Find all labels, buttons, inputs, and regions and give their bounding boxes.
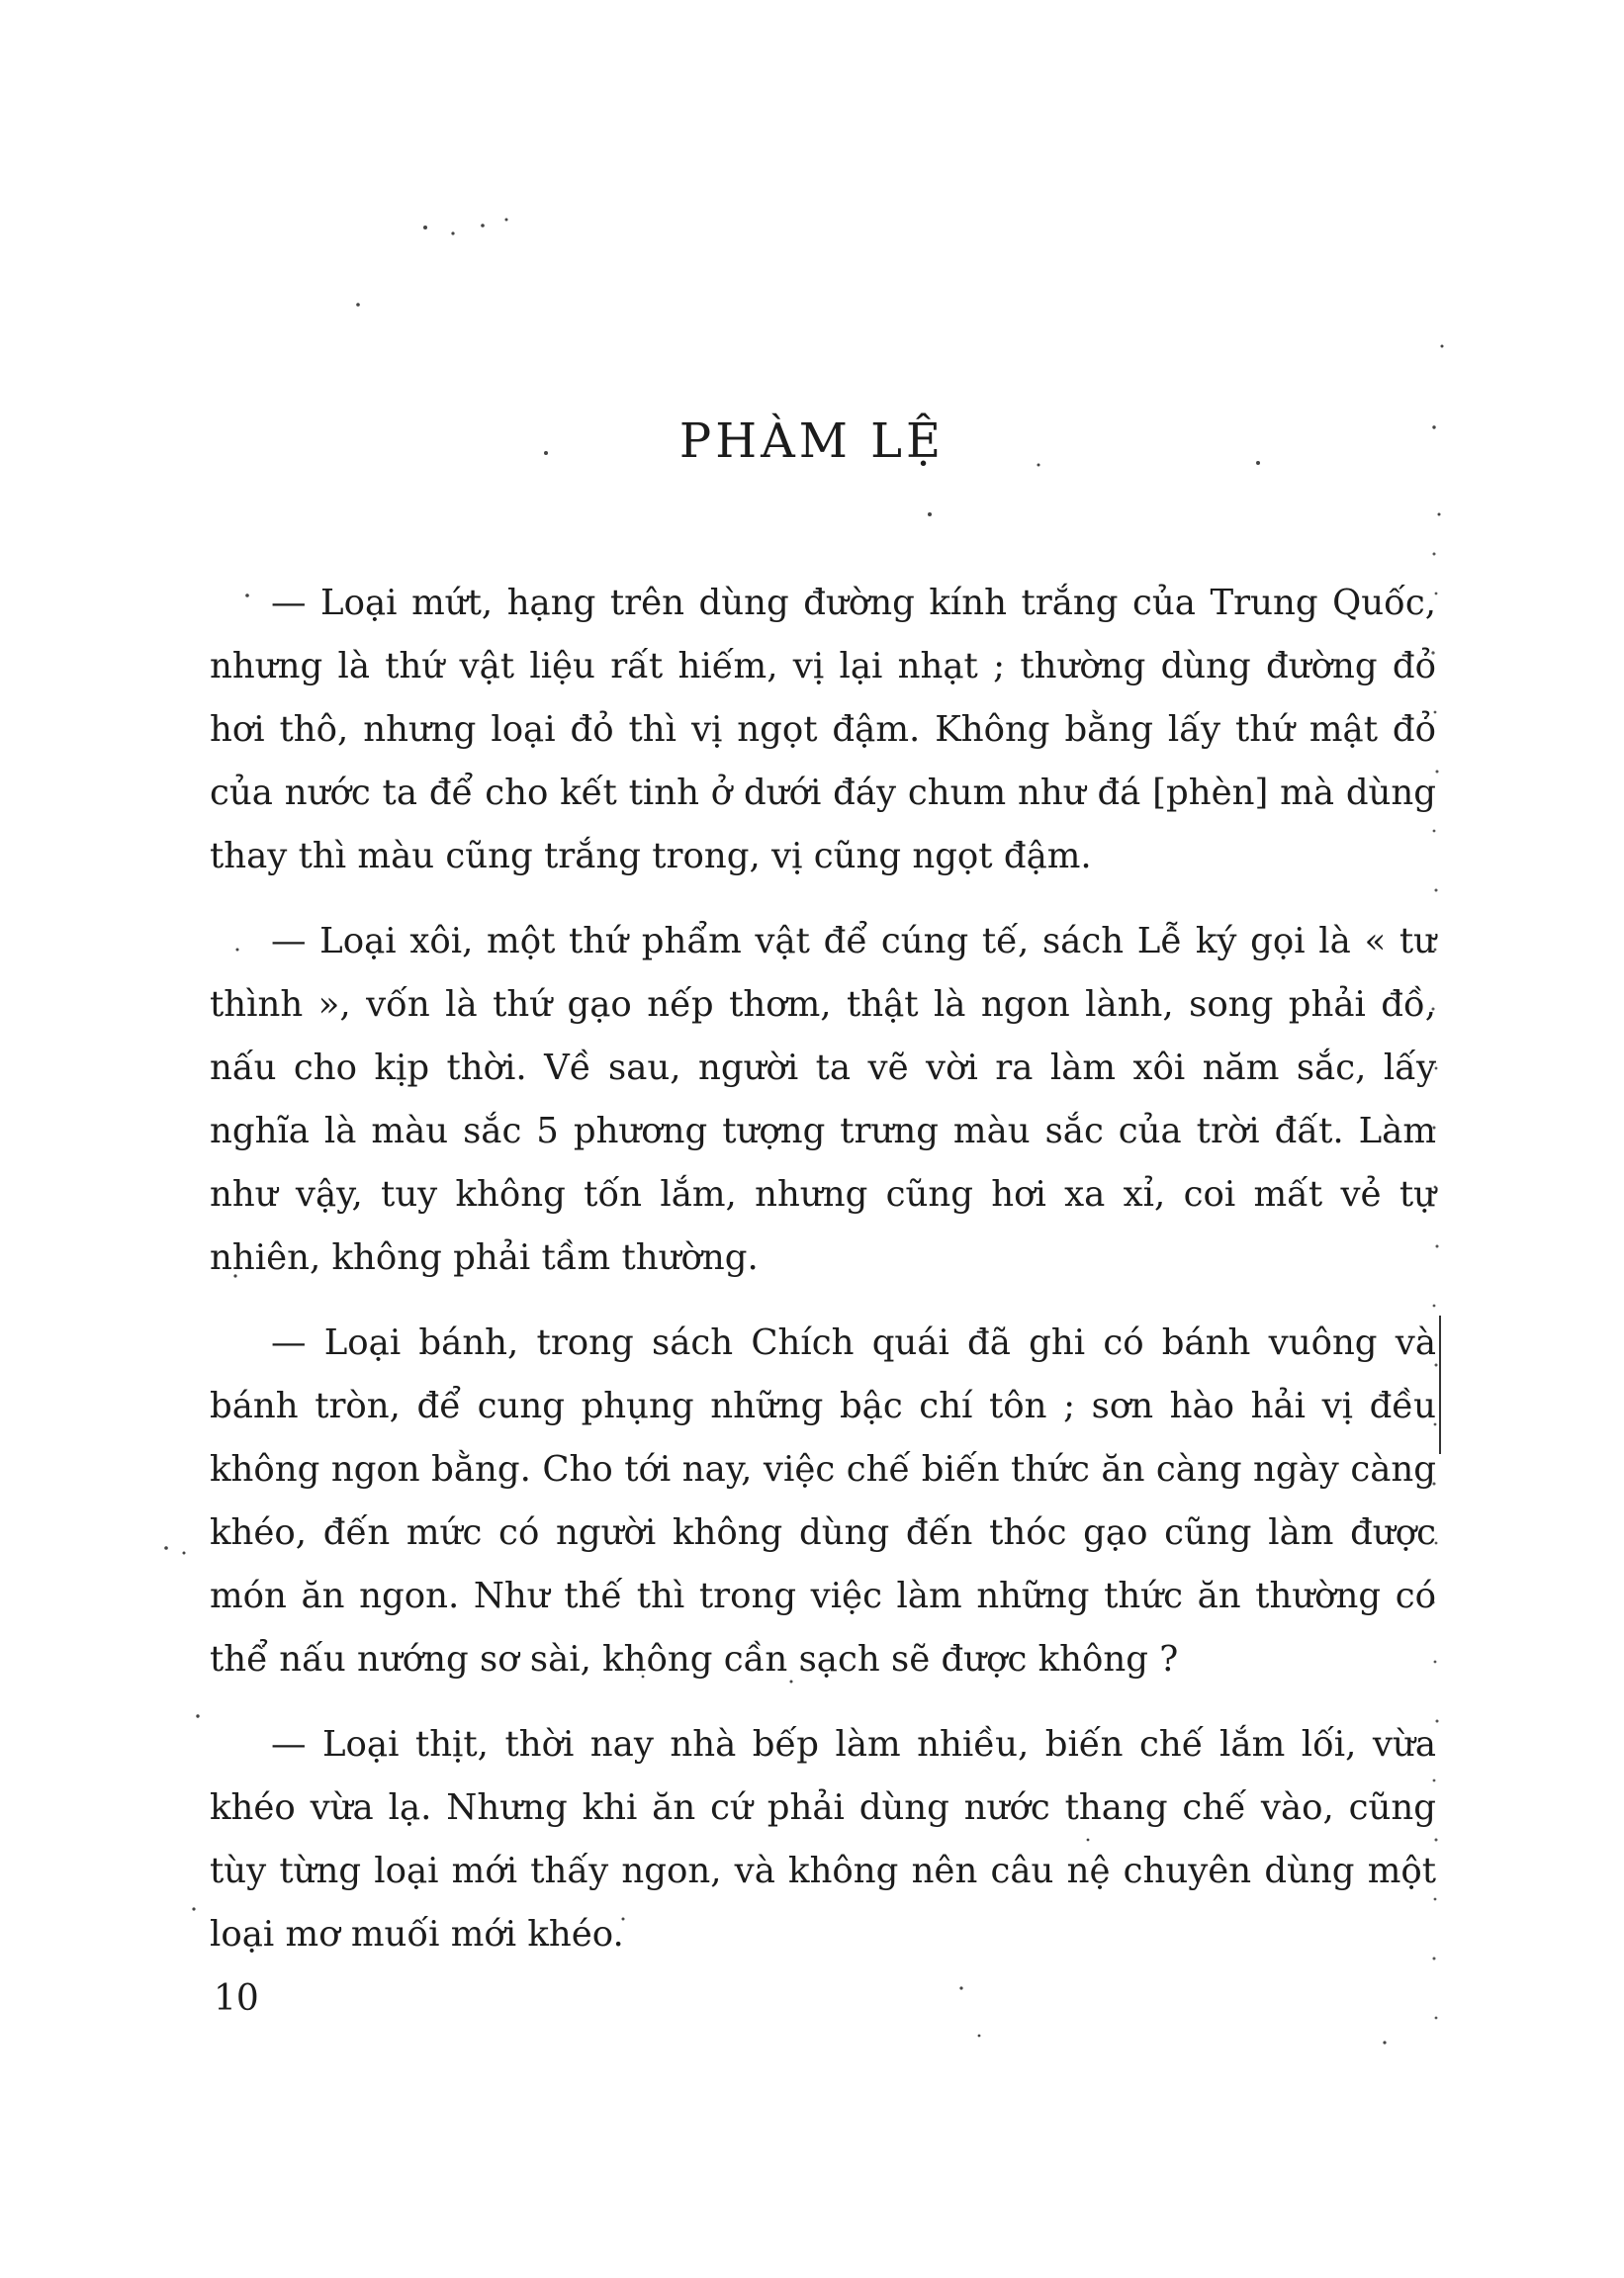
page-title: PHÀM LỆ	[678, 413, 946, 469]
paragraph-thit: — Loại thịt, thời nay nhà bếp làm nhiều, biến chế lắm lối, vừa khéo vừa lạ. Nhưng khi ăn cứ phải dùng nước thang chế vào, cũng tùy từng loại mới thấy ngon, và không nên câu nệ chuyên dùng một loại mơ muối mới khéo.	[210, 1724, 1436, 1955]
page-number: 10	[214, 1978, 259, 2019]
paragraph-xoi: — Loại xôi, một thứ phẩm vật để cúng tế, sách Lễ ký gọi là « tư thình », vốn là thứ gạo nếp thơm, thật là ngon lành, song phải đồ, nấu cho kịp thời. Về sau, người ta vẽ vời ra làm xôi năm sắc, lấy nghĩa là màu sắc 5 phương tượng trưng màu sắc của trời đất. Làm như vậy, tuy không tốn lắm, nhưng cũng hơi xa xỉ, coi mất vẻ tự nhiên, không phải tầm thường.	[210, 921, 1436, 1278]
paragraph-banh: — Loại bánh, trong sách Chích quái đã ghi có bánh vuông và bánh tròn, để cung phụng những bậc chí tôn ; sơn hào hải vị đều không ngon bằng. Cho tới nay, việc chế biến thức ăn càng ngày càng khéo, đến mức có người không dùng đến thóc gạo cũng làm được món ăn ngon. Như thế thì trong việc làm những thức ăn thường có thể nấu nướng sơ sài, không cần sạch sẽ được không ?	[210, 1322, 1436, 1680]
paragraph-mut: — Loại mứt, hạng trên dùng đường kính trắng của Trung Quốc, nhưng là thứ vật liệu rất hiếm, vị lại nhạt ; thường dùng đường đỏ hơi thô, nhưng loại đỏ thì vị ngọt đậm. Không bằng lấy thứ mật đỏ của nước ta để cho kết tinh ở dưới đáy chum như đá [phèn] mà dùng thay thì màu cũng trắng trong, vị cũng ngọt đậm.	[210, 583, 1436, 876]
body-text	[210, 572, 1436, 1966]
